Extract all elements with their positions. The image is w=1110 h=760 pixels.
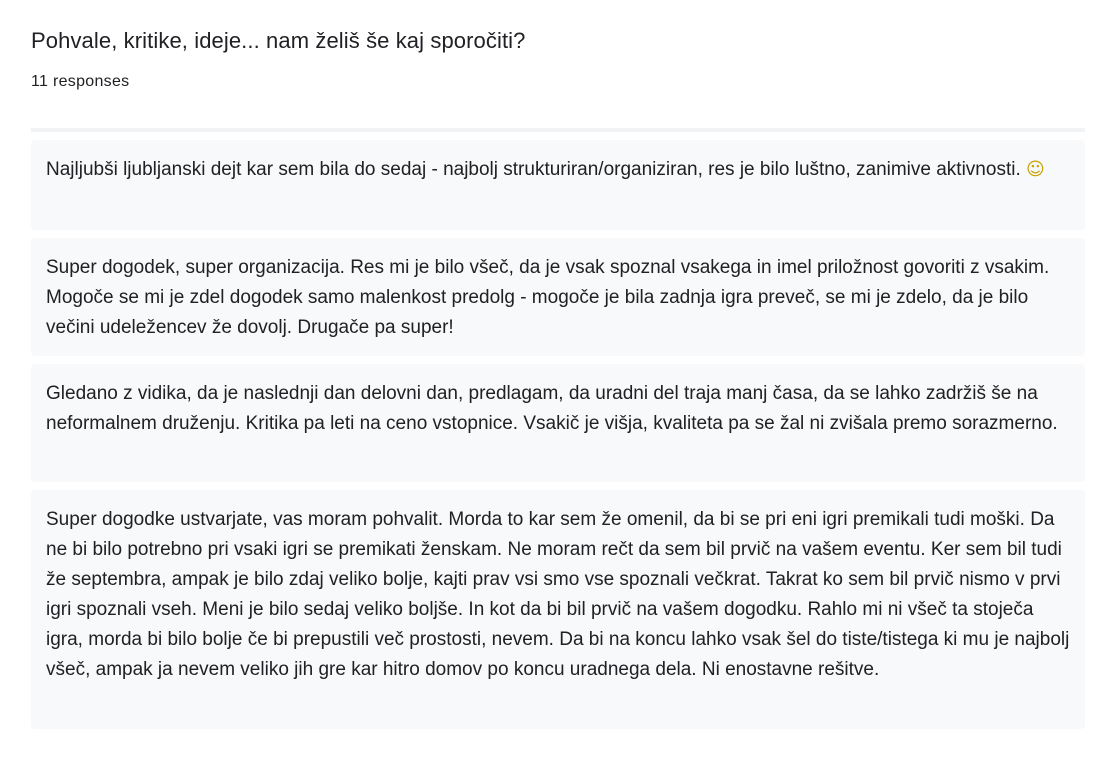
question-title: Pohvale, kritike, ideje... nam želiš še kaj sporočiti? — [31, 28, 526, 53]
response-item — [31, 140, 1085, 230]
response-item — [31, 490, 1085, 729]
response-text: Gledano z vidika, da je naslednji dan delovni dan, predlagam, da uradni del traja manj časa, da se lahko zadržiš še na neformalnem druženju. Kritika pa leti na ceno vstopnice. Vsakič je višja, kvaliteta pa se žal ni zvišala premo sorazmerno. — [46, 383, 1058, 434]
response-item — [31, 364, 1085, 482]
response-text: Super dogodke ustvarjate, vas moram pohvalit. Morda to kar sem že omenil, da bi se pri eni igri premikali tudi moški. Da ne bi bilo potrebno pri vsaki igri se premikati ženskam. Ne moram rečt da sem bil prvič na vašem eventu. Ker sem bil tudi že septembra, ampak je bilo zdaj veliko bolje, kajti prav vsi smo vse spoznali večkrat. Takrat ko sem bil prvič nismo v prvi igri spoznali vseh. Meni je bilo sedaj veliko boljše. In kot da bi bil prvič na vašem dogodku. Rahlo mi ni všeč ta stoječa igra, morda bi bilo bolje če bi prepustili več prostosti, nevem. Da bi na koncu lahko vsak šel do tiste/tistega ki mu je najbolj všeč, ampak ja nevem veliko jih gre kar hitro domov po koncu uradnega dela. Ni enostavne rešitve. — [46, 509, 1070, 680]
response-count: 11 responses — [31, 73, 130, 90]
response-list — [31, 140, 1085, 737]
divider — [31, 128, 1085, 132]
response-text: Najljubši ljubljanski dejt kar sem bila do sedaj - najbolj strukturiran/organiziran, res je bilo luštno, zanimive aktivnosti. — [46, 159, 1027, 180]
response-text: Super dogodek, super organizacija. Res mi je bilo všeč, da je vsak spoznal vsakega in imel priložnost govoriti z vsakim. Mogoče se mi je zdel dogodek samo malenkost predolg - mogoče je bila zadnja igra preveč, se mi je zdelo, da je bilo večini udeležencev že dovolj. Drugače pa super! — [46, 257, 1050, 338]
response-item — [31, 238, 1085, 356]
smiling-face-icon: ☺ — [1026, 159, 1045, 180]
